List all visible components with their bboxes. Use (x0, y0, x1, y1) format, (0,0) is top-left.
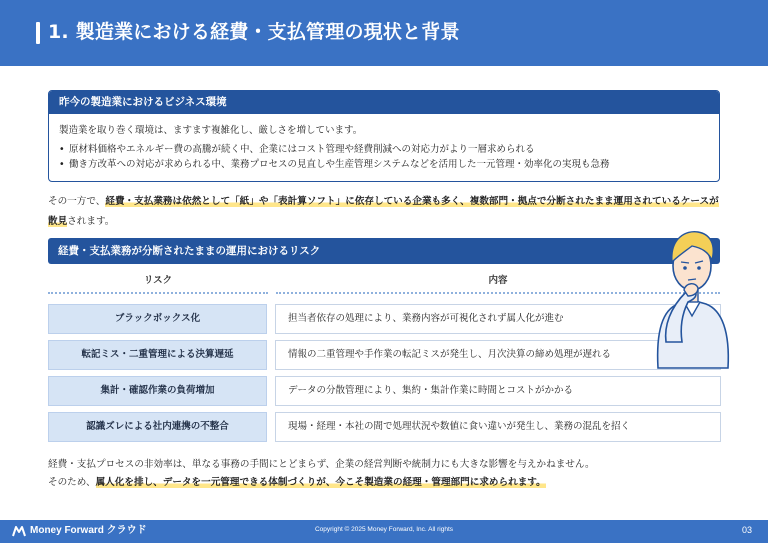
environment-bullet: • 働き方改革への対応が求められる中、業務プロセスの見直しや生産管理システムなどを活用した一元管理・効率化の実現も急務 (59, 157, 610, 172)
environment-bullet-list (59, 142, 610, 172)
conclusion-line-1: 経費・支払プロセスの非効率は、単なる事務の手間にとどまらず、企業の経営判断や統制力にも大きな影響を与えかねません。 (48, 459, 595, 470)
environment-intro: 製造業を取り巻く環境は、ますます複雑化し、厳しさを増しています。 (59, 125, 363, 136)
content-column-header: 内容 (488, 275, 508, 286)
thinking-person-illustration (652, 222, 732, 370)
column-divider-dotted (48, 292, 268, 294)
situation-paragraph (48, 192, 728, 232)
risk-column-header: リスク (143, 275, 173, 286)
situation-highlight: 経費・支払業務は依然として「紙」や「表計算ソフト」に依存している企業も多く、複数部門・拠点で分断されたまま運用されているケースが散見 (48, 196, 719, 227)
slide-footer (0, 520, 768, 543)
risk-cell: 集計・確認作業の負荷増加 (48, 376, 267, 406)
risk-content-cell: 担当者依存の処理により、業務内容が可視化されず属人化が進む (275, 304, 721, 334)
risk-cell: 転記ミス・二重管理による決算遅延 (48, 340, 267, 370)
risk-cell: ブラックボックス化 (48, 304, 267, 334)
slide-header (0, 0, 768, 66)
risk-content-cell: 情報の二重管理や手作業の転記ミスが発生し、月次決算の締め処理が遅れる (275, 340, 721, 370)
risk-content-cell: データの分散管理により、集約・集計作業に時間とコストがかかる (275, 376, 721, 406)
slide-title: 1. 製造業における経費・支払管理の現状と背景 (48, 21, 460, 43)
business-environment-box (48, 90, 720, 182)
environment-heading: 昨今の製造業におけるビジネス環境 (49, 91, 719, 114)
conclusion-prefix: そのため、 (48, 477, 96, 488)
conclusion-line-2 (48, 474, 728, 492)
copyright-text: Copyright © 2025 Money Forward, Inc. All rights (314, 526, 454, 533)
conclusion-highlight: 属人化を排し、データを一元管理できる体制づくりが、今こそ製造業の経理・管理部門に求められます。 (95, 477, 546, 488)
situation-prefix: その一方で、 (48, 196, 106, 207)
risk-content-cell: 現場・経理・本社の間で処理状況や数値に食い違いが発生し、業務の混乱を招く (275, 412, 721, 442)
page-number: 03 (741, 525, 752, 535)
situation-suffix: されます。 (67, 216, 115, 227)
conclusion-paragraph (48, 456, 728, 492)
brand-name: Money Forward クラウド (30, 525, 147, 536)
header-accent-bar (36, 22, 40, 44)
environment-bullet: • 原材料価格やエネルギー費の高騰が続く中、企業にはコスト管理や経費削減への対応力がより一層求められる (59, 142, 610, 157)
risk-cell: 認識ズレによる社内連携の不整合 (48, 412, 267, 442)
risk-section-heading: 経費・支払業務が分断されたままの運用におけるリスク (48, 238, 720, 264)
